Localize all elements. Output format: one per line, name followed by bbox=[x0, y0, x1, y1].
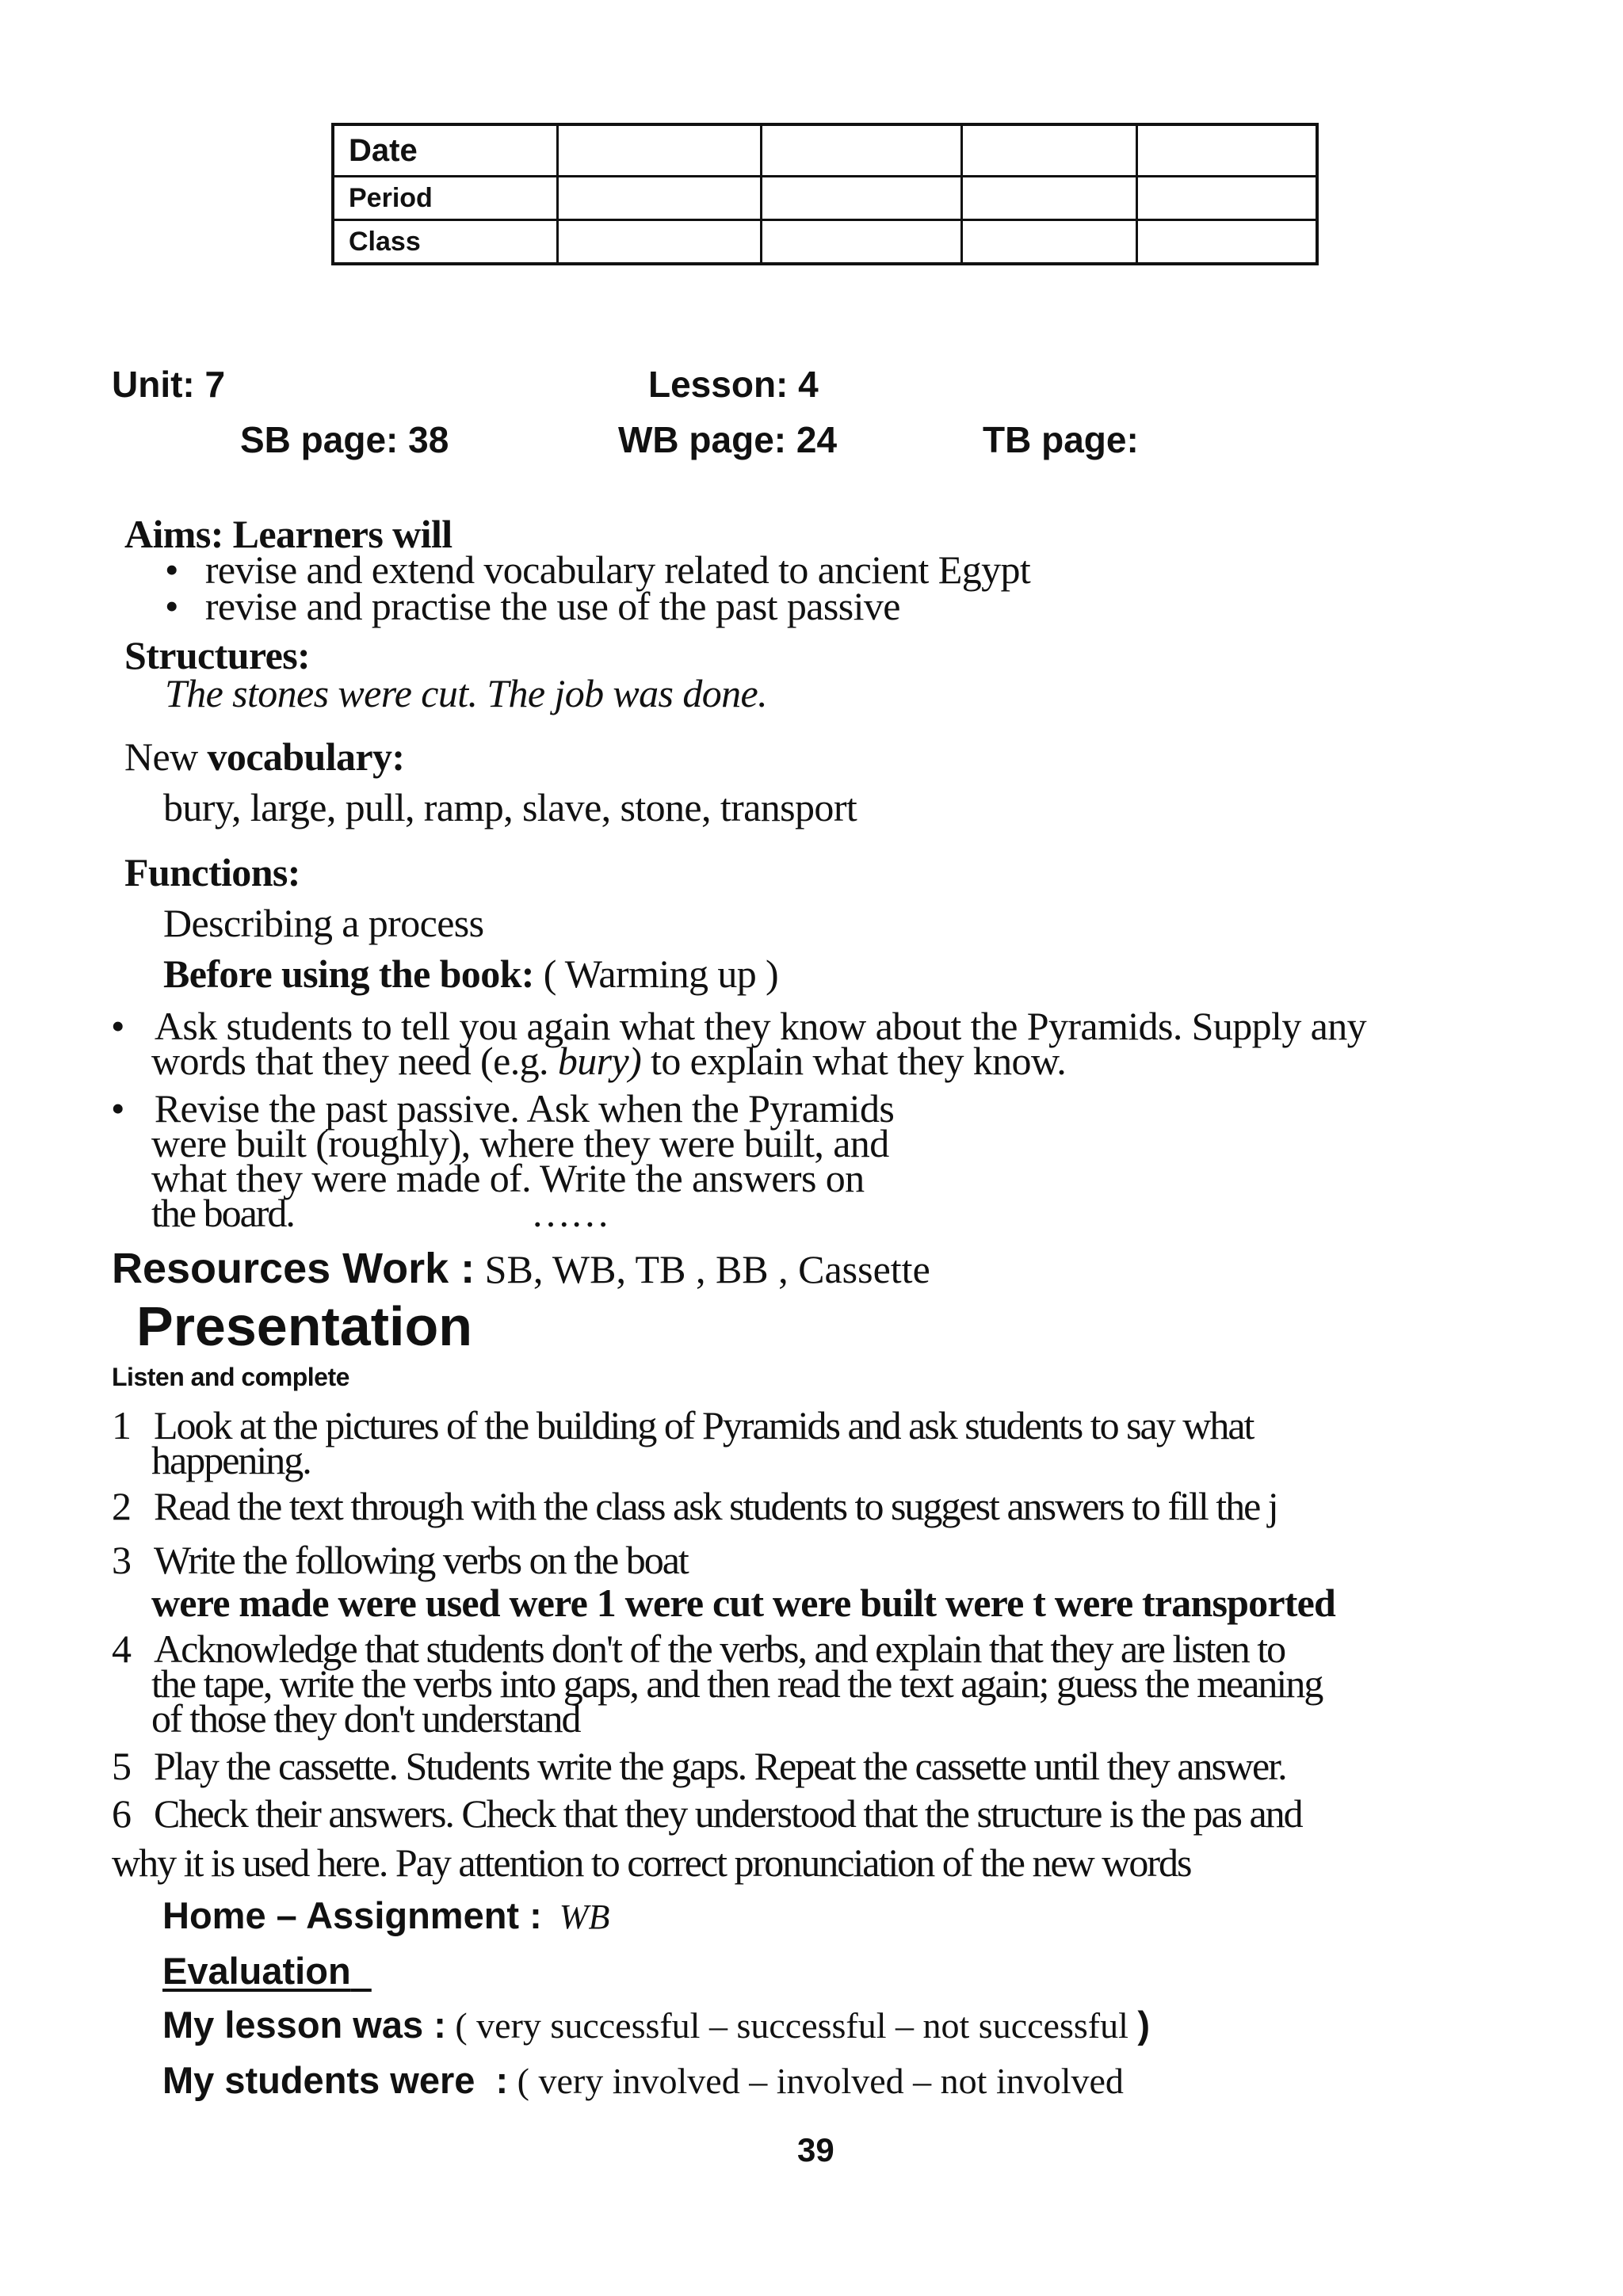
date-label: Date bbox=[333, 124, 558, 177]
students-rating bbox=[162, 2058, 1124, 2102]
step-number: 3 bbox=[112, 1538, 130, 1582]
period-label: Period bbox=[333, 177, 558, 220]
evaluation-heading bbox=[162, 1949, 372, 1993]
sb-page: SB page: 38 bbox=[240, 419, 449, 460]
date-cell-3 bbox=[962, 124, 1137, 177]
lesson-rating-label: My lesson was : bbox=[162, 2004, 446, 2046]
functions-text: Describing a process bbox=[163, 901, 484, 945]
evaluation-heading-text: Evaluation bbox=[162, 1950, 351, 1992]
period-cell-4 bbox=[1137, 177, 1318, 220]
vocabulary-label: vocabulary: bbox=[207, 734, 405, 779]
period-cell-3 bbox=[962, 177, 1137, 220]
bullet-icon: • bbox=[111, 1086, 124, 1131]
students-rating-label: My students were : bbox=[162, 2059, 509, 2101]
step-text: Read the text through with the class ask students to suggest answers to fill the j bbox=[154, 1484, 1277, 1528]
vocabulary-prefix: New bbox=[124, 734, 208, 779]
class-cell-2 bbox=[762, 220, 962, 265]
bullet-icon: • bbox=[111, 1004, 124, 1048]
class-cell-4 bbox=[1137, 220, 1318, 265]
step-1-line-2: happening. bbox=[151, 1438, 311, 1482]
bullet-icon: • bbox=[165, 547, 178, 592]
step-4-line-2: the tape, write the verbs into gaps, and then read the text again; guess the meaning bbox=[151, 1661, 1323, 1706]
vocabulary-heading bbox=[124, 734, 404, 780]
lesson-rating-close: ) bbox=[1137, 2004, 1151, 2046]
step-text: Play the cassette. Students write the gaps. Repeat the cassette until they answer. bbox=[154, 1744, 1286, 1788]
period-cell-1 bbox=[558, 177, 762, 220]
warmup-label: Before using the book: bbox=[163, 952, 534, 996]
step-5 bbox=[112, 1743, 1286, 1789]
page-number: 39 bbox=[797, 2131, 834, 2168]
resources-value: SB, WB, TB , BB , Cassette bbox=[475, 1247, 930, 1291]
presentation-subheading: Listen and complete bbox=[112, 1363, 349, 1391]
step-text: Look at the pictures of the building of Pyramids and ask students to say what bbox=[154, 1403, 1254, 1447]
class-cell-3 bbox=[962, 220, 1137, 265]
step-number: 5 bbox=[112, 1744, 130, 1788]
warmup-bullet-1-line-1: Ask students to tell you again what they know about the Pyramids. Supply any bbox=[154, 1004, 1367, 1048]
lesson-rating bbox=[162, 2003, 1150, 2046]
vocabulary-text: bury, large, pull, ramp, slave, stone, transport bbox=[163, 785, 857, 830]
warmup-bullet-2-line-3: what they were made of. Write the answers on bbox=[151, 1156, 865, 1200]
home-assignment bbox=[162, 1894, 609, 1937]
home-assignment-label: Home – Assignment : bbox=[162, 1894, 542, 1936]
students-rating-options: ( very involved – involved – not involved bbox=[508, 2061, 1124, 2101]
aims-item-text: revise and practise the use of the past passive bbox=[204, 584, 900, 628]
lesson-number: Lesson: 4 bbox=[648, 364, 819, 405]
warmup-heading bbox=[163, 951, 778, 997]
step-text: Acknowledge that students don't of the verbs, and explain that they are listen to bbox=[154, 1627, 1285, 1671]
step-6-continuation: why it is used here. Pay attention to correct pronunciation of the new words bbox=[112, 1840, 1191, 1885]
lesson-rating-options: ( very successful – successful – not successful bbox=[445, 2005, 1138, 2046]
ellipsis: …… bbox=[531, 1191, 609, 1235]
structures-heading: Structures: bbox=[124, 633, 311, 677]
step-3 bbox=[112, 1537, 688, 1583]
date-cell-1 bbox=[558, 124, 762, 177]
step-number: 4 bbox=[112, 1627, 130, 1671]
step-6 bbox=[112, 1791, 1302, 1836]
header-table bbox=[331, 123, 1319, 265]
step-text: Check their answers. Check that they understood that the structure is the pas and bbox=[154, 1791, 1302, 1836]
warmup-text: to explain what they know. bbox=[641, 1039, 1067, 1083]
structures-text: The stones were cut. The job was done. bbox=[165, 671, 768, 715]
aims-item-text: revise and extend vocabulary related to ancient Egypt bbox=[204, 547, 1031, 592]
warmup-note: ( Warming up ) bbox=[533, 952, 779, 996]
aims-item-2 bbox=[165, 583, 900, 629]
date-cell-4 bbox=[1137, 124, 1318, 177]
home-assignment-value: WB bbox=[559, 1897, 610, 1936]
resources-label: Resources Work : bbox=[112, 1245, 475, 1292]
functions-heading: Functions: bbox=[124, 850, 300, 894]
example-word: bury) bbox=[557, 1039, 642, 1083]
warmup-bullet-2-line-1: Revise the past passive. Ask when the Pyramids bbox=[154, 1086, 895, 1131]
wb-page: WB page: 24 bbox=[618, 419, 838, 460]
step-number: 2 bbox=[112, 1484, 130, 1528]
bullet-icon: • bbox=[165, 584, 178, 628]
class-cell-1 bbox=[558, 220, 762, 265]
class-label: Class bbox=[333, 220, 558, 265]
warmup-text: words that they need (e.g. bbox=[151, 1039, 558, 1083]
verbs-list: were made were used were 1 were cut were built were t were transported bbox=[151, 1581, 1336, 1625]
warmup-bullet-2-line-4: the board. bbox=[151, 1191, 294, 1235]
step-2 bbox=[112, 1483, 1277, 1529]
tb-page: TB page: bbox=[983, 419, 1139, 460]
step-number: 6 bbox=[112, 1791, 130, 1836]
period-cell-2 bbox=[762, 177, 962, 220]
presentation-heading: Presentation bbox=[136, 1295, 472, 1357]
date-cell-2 bbox=[762, 124, 962, 177]
step-number: 1 bbox=[112, 1403, 130, 1447]
step-4-line-3: of those they don't understand bbox=[151, 1696, 580, 1741]
warmup-bullet-2-line-2: were built (roughly), where they were built, and bbox=[151, 1121, 889, 1165]
unit-number: Unit: 7 bbox=[112, 364, 226, 405]
warmup-bullet-1-line-2 bbox=[151, 1038, 1066, 1084]
step-text: Write the following verbs on the boat bbox=[154, 1538, 688, 1582]
resources-line bbox=[112, 1244, 930, 1293]
aims-heading: Aims: Learners will bbox=[124, 512, 453, 556]
